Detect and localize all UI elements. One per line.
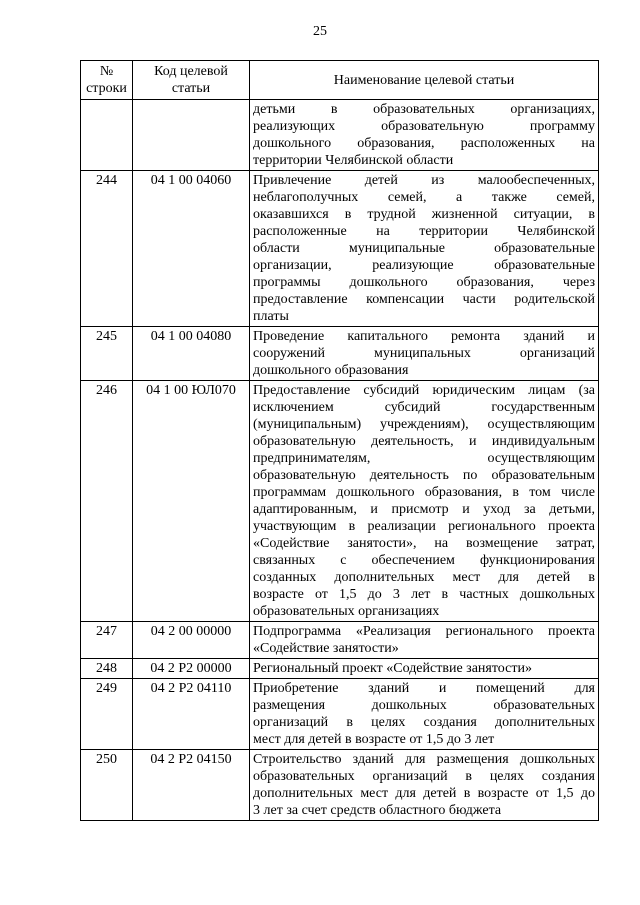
name-line: предпринимателям, осуществляющим <box>253 451 595 466</box>
name-line: адаптированным, и присмотр и уход за детьми, <box>253 502 595 517</box>
header-row-number-line1: № <box>99 64 114 79</box>
row-name <box>250 100 599 171</box>
name-line: области муниципальные образовательные <box>253 241 595 256</box>
name-line: «Содействие занятости» <box>253 641 399 656</box>
table-row <box>81 679 599 750</box>
name-line: программам дошкольного образования, в том числе <box>253 485 595 500</box>
table-row <box>81 750 599 821</box>
name-line: образовательную деятельность по образовательным <box>253 468 595 483</box>
name-line: дополнительных мест для детей в возрасте от 1,5 до <box>253 786 595 801</box>
row-name <box>250 679 599 750</box>
row-name <box>250 327 599 381</box>
row-name <box>250 622 599 659</box>
row-number: 247 <box>81 622 133 659</box>
name-line: (муниципальным) учреждениям), осуществляющим <box>253 417 595 432</box>
row-number: 249 <box>81 679 133 750</box>
name-line: созданных дополнительных мест для детей в <box>253 570 595 585</box>
name-line: Строительство зданий для размещения дошкольных <box>253 752 595 767</box>
row-code: 04 1 00 ЮЛ070 <box>133 381 250 622</box>
name-line: сооружений муниципальных организаций <box>253 346 595 361</box>
header-target-code-line1: Код целевой <box>154 64 228 79</box>
row-number <box>81 100 133 171</box>
table-row <box>81 622 599 659</box>
target-articles-table <box>80 60 599 821</box>
name-line: детьми в образовательных организациях, <box>253 102 595 117</box>
name-line: Проведение капитального ремонта зданий и <box>253 329 595 344</box>
table-row <box>81 171 599 327</box>
row-name <box>250 381 599 622</box>
row-name <box>250 171 599 327</box>
page-number: 25 <box>313 24 327 39</box>
name-line: дошкольного образования <box>253 363 409 378</box>
name-line: образовательных организаций в целях создания <box>253 769 595 784</box>
name-line: неблагополучных семей, а также семей, <box>253 190 595 205</box>
name-line: предоставление компенсации части родительской <box>253 292 595 307</box>
row-number: 246 <box>81 381 133 622</box>
row-code: 04 2 P2 04150 <box>133 750 250 821</box>
header-row-number-line2: строки <box>86 81 127 96</box>
row-code: 04 2 P2 00000 <box>133 659 250 679</box>
row-name <box>250 659 599 679</box>
row-number: 245 <box>81 327 133 381</box>
row-code: 04 1 00 04060 <box>133 171 250 327</box>
name-line: расположенные на территории Челябинской <box>253 224 595 239</box>
name-line: Региональный проект «Содействие занятости» <box>253 661 532 676</box>
name-line: размещения дошкольных образовательных <box>253 698 595 713</box>
name-line: дошкольного образования, расположенных на <box>253 136 595 151</box>
name-line: образовательных организациях <box>253 604 440 619</box>
name-line: связанных с обеспечением функционирования <box>253 553 595 568</box>
table-row <box>81 381 599 622</box>
name-line: 3 лет за счет средств областного бюджета <box>253 803 502 818</box>
table-row-continuation <box>81 100 599 171</box>
table-row <box>81 659 599 679</box>
name-line: реализующих образовательную программу <box>253 119 595 134</box>
row-number: 248 <box>81 659 133 679</box>
header-target-name: Наименование целевой статьи <box>250 61 599 100</box>
header-row-number <box>81 61 133 100</box>
header-target-code-line2: статьи <box>171 81 211 96</box>
table-row <box>81 327 599 381</box>
row-number: 244 <box>81 171 133 327</box>
name-line: Приобретение зданий и помещений для <box>253 681 595 696</box>
row-code: 04 2 00 00000 <box>133 622 250 659</box>
name-line: оказавшихся в трудной жизненной ситуации, в <box>253 207 595 222</box>
row-code <box>133 100 250 171</box>
name-line: Подпрограмма «Реализация регионального проекта <box>253 624 595 639</box>
name-line: организации, реализующие образовательные <box>253 258 595 273</box>
name-line: Привлечение детей из малообеспеченных, <box>253 173 595 188</box>
row-code: 04 1 00 04080 <box>133 327 250 381</box>
name-line: территории Челябинской области <box>253 153 454 168</box>
name-line: организаций в целях создания дополнительных <box>253 715 595 730</box>
table-header-row <box>81 61 599 100</box>
name-line: возрасте от 1,5 до 3 лет в частных дошкольных <box>253 587 595 602</box>
name-line: платы <box>253 309 289 324</box>
name-line: программы дошкольного образования, через <box>253 275 595 290</box>
row-code: 04 2 P2 04110 <box>133 679 250 750</box>
name-line: «Содействие занятости», на возмещение затрат, <box>253 536 595 551</box>
header-target-code <box>133 61 250 100</box>
name-line: исключением субсидий государственным <box>253 400 595 415</box>
name-line: образовательную деятельность, и индивидуальным <box>253 434 595 449</box>
row-number: 250 <box>81 750 133 821</box>
name-line: мест для детей в возрасте от 1,5 до 3 лет <box>253 732 495 747</box>
row-name <box>250 750 599 821</box>
name-line: участвующим в реализации регионального проекта <box>253 519 595 534</box>
name-line: Предоставление субсидий юридическим лицам (за <box>253 383 595 398</box>
